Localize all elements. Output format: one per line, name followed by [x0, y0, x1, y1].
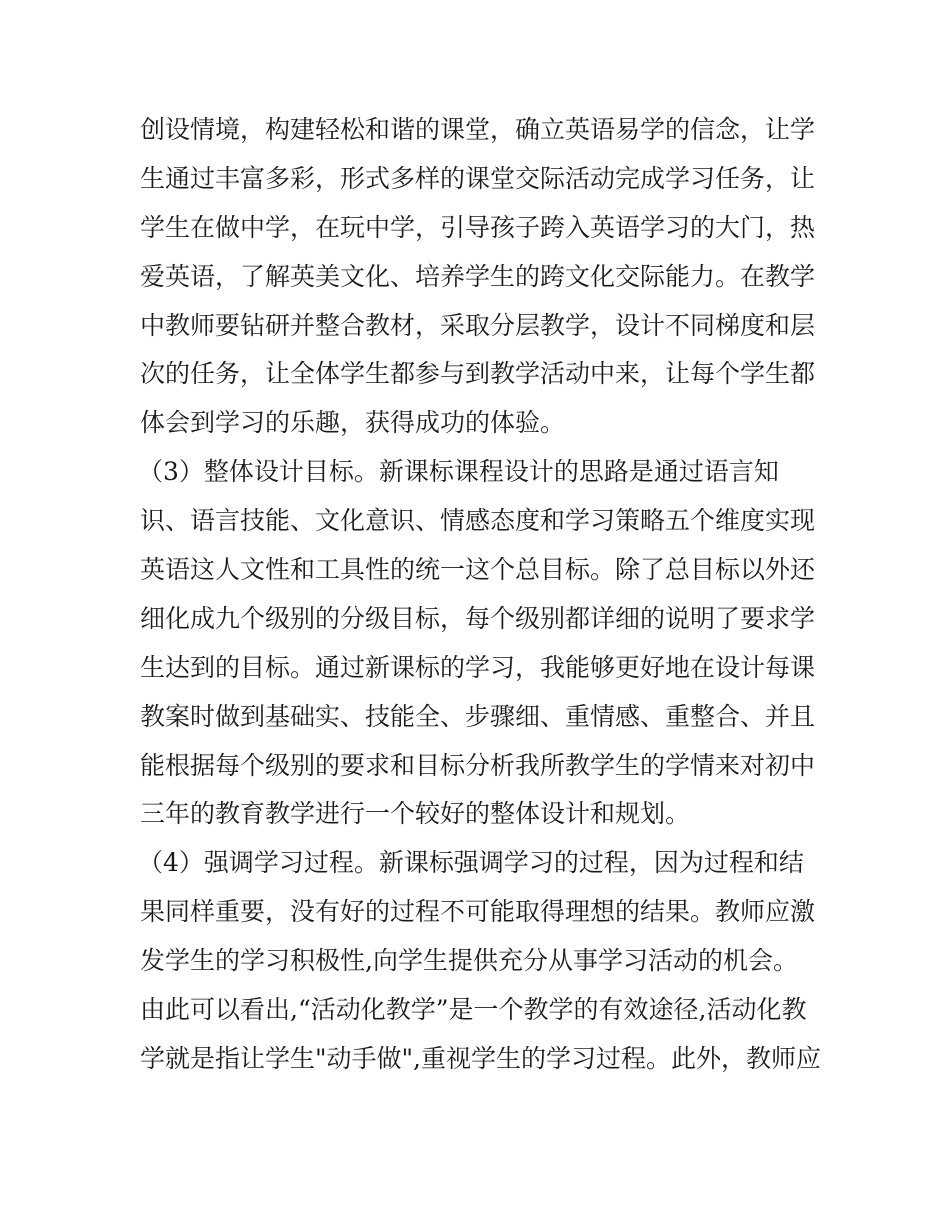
text-line: 发学生的学习积极性,向学生提供充分从事学习活动的机会。 [140, 946, 798, 976]
text-line: 由此可以看出,“活动化教学”是一个教学的有效途径,活动化教 [140, 995, 807, 1025]
section-4-heading-line: （4）强调学习过程。新课标强调学习的过程，因为过程和结 [138, 848, 804, 878]
text-line: 学生在做中学，在玩中学，引导孩子跨入英语学习的大门，热 [140, 212, 816, 242]
text-line: 体会到学习的乐趣，获得成功的体验。 [140, 408, 566, 438]
text-line: 创设情境，构建轻松和谐的课堂，确立英语易学的信念，让学 [140, 115, 816, 144]
text-line: 英语这人文性和工具性的统一这个总目标。除了总目标以外还 [140, 555, 816, 585]
text-line: 生通过丰富多彩，形式多样的课堂交际活动完成学习任务，让 [140, 163, 816, 193]
text-line: 三年的教育教学进行一个较好的整体设计和规划。 [140, 799, 691, 829]
text-line: 教案时做到基础实、技能全、步骤细、重情感、重整合、并且 [140, 701, 816, 731]
text-line: 果同样重要，没有好的过程不可能取得理想的结果。教师应激 [140, 897, 816, 927]
text-line: 爱英语，了解英美文化、培养学生的跨文化交际能力。在教学 [140, 261, 816, 291]
text-line: 生达到的目标。通过新课标的学习，我能够更好地在设计每课 [140, 652, 816, 682]
text-line: 学就是指让学生"动手做",重视学生的学习过程。此外，教师应 [140, 1043, 821, 1073]
text-line: 细化成九个级别的分级目标，每个级别都详细的说明了要求学 [140, 603, 816, 633]
text-line: 能根据每个级别的要求和目标分析我所教学生的学情来对初中 [140, 750, 816, 780]
text-line: 次的任务，让全体学生都参与到教学活动中来，让每个学生都 [140, 359, 816, 389]
section-3-heading-line: （3）整体设计目标。新课标课程设计的思路是通过语言知 [138, 457, 779, 487]
text-line: 中教师要钻研并整合教材，采取分层教学，设计不同梯度和层 [140, 310, 816, 340]
text-line: 识、语言技能、文化意识、情感态度和学习策略五个维度实现 [140, 506, 816, 536]
body-text [140, 106, 820, 1084]
